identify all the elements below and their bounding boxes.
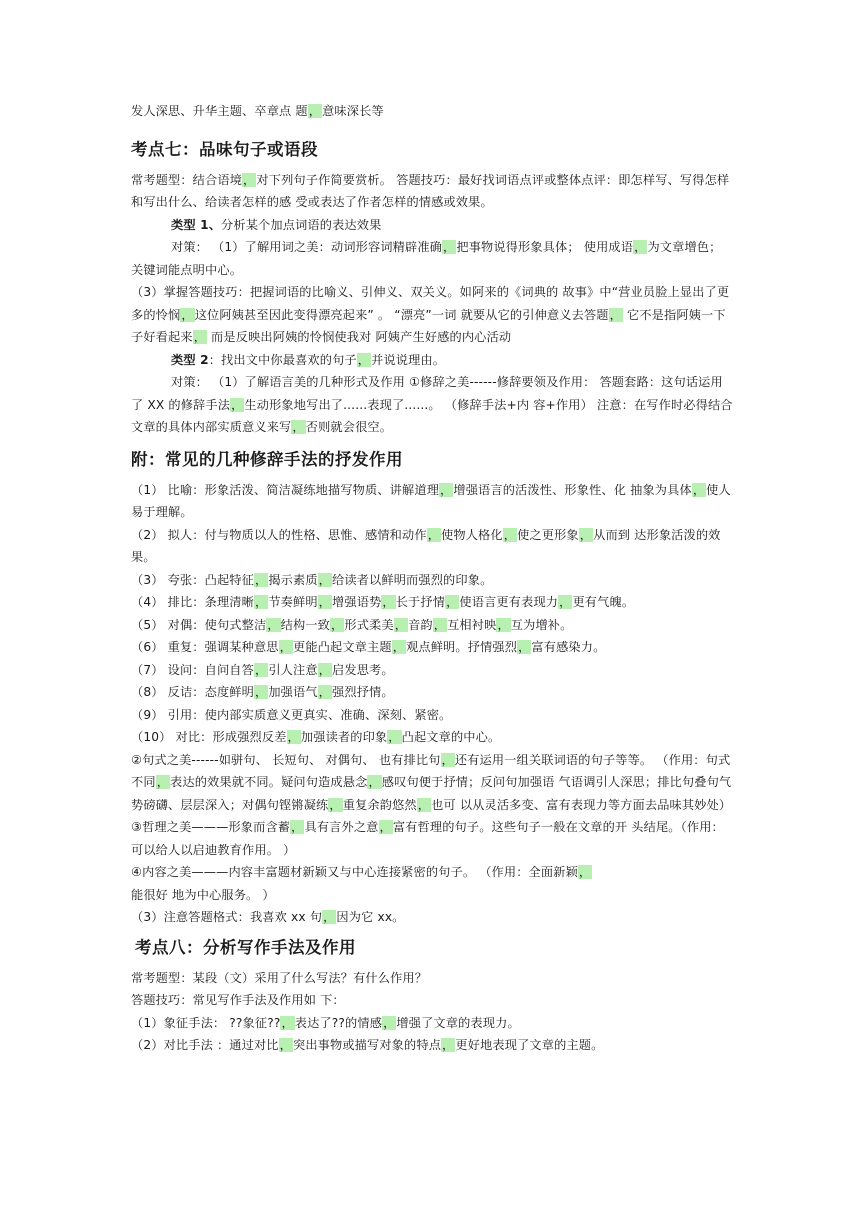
highlight-mark: ， xyxy=(254,572,268,587)
highlight-mark: ， xyxy=(279,640,292,654)
type-2-text: ：找出文中你最喜欢的句子，并说说理由。 xyxy=(208,352,446,367)
highlight-mark: ， xyxy=(368,775,381,789)
text-line: （1）象征手法： ??象征??，表达了??的情感，增强了文章的表现力。 xyxy=(131,1015,520,1030)
type-1-text: 分析某个加点词语的表达效果 xyxy=(221,217,382,232)
section-heading-appendix: 附：常见的几种修辞手法的抒发作用 xyxy=(131,449,403,469)
rhetoric-item: （6） 重复：强调某种意思，更能凸起文章主题，观点鲜明。抒情强烈，富有感染力。 xyxy=(131,640,606,654)
highlight-mark: ， xyxy=(579,527,593,542)
rhetoric-item: （9） 引用：使内部实质意义更真实、准确、深刻、紧密。 xyxy=(131,707,452,722)
text-line: （2）对比手法 ：通过对比，突出事物或描写对象的特点，更好地表现了文章的主题。 xyxy=(131,1038,604,1052)
highlight-mark: ， xyxy=(497,617,510,632)
rhetoric-item: （7） 设问：自问自答，引人注意，启发思考。 xyxy=(131,662,394,677)
highlight-mark: ， xyxy=(503,527,517,542)
rhetoric-item: （5） 对偶：使句式整洁，结构一致，形式柔美，音韵，互相衬映，互为增补。 xyxy=(131,617,573,632)
highlight-mark: ， xyxy=(323,910,336,924)
rhetoric-item: （10） 对比：形成强烈反差，加强读者的印象，凸起文章的中心。 xyxy=(131,730,501,744)
highlight-mark: ， xyxy=(382,595,395,609)
highlight-mark: ， xyxy=(281,1015,294,1030)
highlight-mark: ， xyxy=(357,352,371,367)
highlight-mark: ， xyxy=(331,617,344,632)
type-1-line xyxy=(131,214,733,237)
highlight-mark: ， xyxy=(292,420,305,434)
highlight-mark: ， xyxy=(379,820,392,834)
highlight-mark: ， xyxy=(308,104,322,118)
rhetoric-item: （1） 比喻：形象活泼、简洁凝练地描写物质、讲解道理，增强语言的活泼性、形象性、化 抽象为具体，使人易于理解。 xyxy=(131,482,731,519)
rhetoric-item: （8） 反诘：态度鲜明，加强语气，强烈抒情。 xyxy=(131,685,394,699)
highlight-mark: ， xyxy=(291,820,304,834)
highlight-mark: ， xyxy=(231,397,244,412)
highlight-mark: ， xyxy=(318,662,332,677)
highlight-mark: ， xyxy=(318,595,332,609)
highlight-mark: ， xyxy=(692,482,706,497)
text-paragraph: （3）注意答题格式：我喜欢 xx 句，因为它 xx。 xyxy=(131,910,405,924)
section-heading-kaodian7: 考点七：品味句子或语段 xyxy=(131,139,318,159)
highlight-mark: ， xyxy=(254,595,268,609)
highlight-mark: ， xyxy=(433,617,447,632)
highlight-mark: ， xyxy=(446,595,459,609)
text-paragraph: 对策： （1）了解用词之美：动词形容词精辟准确，把事物说得形象具体； 使用成语，为文章增色；关键词能点明中心。 xyxy=(131,240,722,277)
text-paragraph: （3）掌握答题技巧：把握词语的比喻义、引伸义、双关义。如阿来的《词典的 故事》中“营业员脸上显出了更多的怜悯，这位阿姨甚至因此变得漂亮起来” 。 “漂亮”一词 就要从它的引伸意义去答题， 它不是指阿姨一下子好看起来， 而是反映出阿姨的怜悯使我对 阿姨产生好感的内心活动 xyxy=(131,285,730,344)
highlight-mark: ， xyxy=(427,527,441,542)
highlight-mark: ， xyxy=(156,775,170,789)
highlight-mark: ， xyxy=(318,685,332,699)
rhetoric-item: （3） 夸张：凸起特征，揭示素质，给读者以鲜明而强烈的印象。 xyxy=(131,572,493,587)
highlight-mark: ， xyxy=(254,662,268,677)
highlight-mark: ， xyxy=(318,572,332,587)
highlight-mark: ， xyxy=(243,172,256,187)
highlight-mark: ， xyxy=(193,330,207,344)
highlight-mark: ， xyxy=(440,482,453,497)
highlight-mark: ， xyxy=(181,307,194,322)
highlight-mark: ， xyxy=(279,1038,292,1052)
highlight-mark: ， xyxy=(388,730,401,744)
rhetoric-item: （4） 排比：条理清晰，节奏鲜明，增强语势，长于抒情，使语言更有表现力，更有气魄。 xyxy=(131,595,635,609)
type-2-label: 类型 2 xyxy=(171,352,209,367)
text-paragraph: 对策： （1）了解语言美的几种形式及作用 ①修辞之美------修辞要领及作用： 答题套路：这句话运用了 XX 的修辞手法，生动形象地写出了......表现了......。 （修辞手法+内 容+作用） 注意：在写作时必得结合文章的具体内部实质意义来写，否则就会很空。 xyxy=(131,375,733,434)
highlight-mark: ， xyxy=(329,797,342,812)
highlight-mark: ， xyxy=(609,307,622,322)
text-line: 常考题型：某段（文）采用了什么写法？有什么作用？ xyxy=(131,970,428,985)
section-heading-kaodian8: 考点八：分析写作手法及作用 xyxy=(135,937,356,957)
highlight-mark: ， xyxy=(441,752,454,767)
type-1-label: 类型 1、 xyxy=(171,217,222,232)
highlight-mark: ， xyxy=(634,240,647,254)
highlight-mark: ， xyxy=(287,730,300,744)
highlight-mark: ， xyxy=(417,797,431,812)
text-paragraph: ③哲理之美———形象而含蓄，具有言外之意，富有哲理的句子。这些句子一般在文章的开 头结尾。（作用：可以给人以启迪教育作用。 ） xyxy=(131,820,724,857)
highlight-mark: ， xyxy=(559,595,572,609)
highlight-mark: ， xyxy=(254,685,268,699)
highlight-mark: ， xyxy=(392,640,406,654)
highlight-mark: ， xyxy=(267,617,280,632)
document-page xyxy=(131,100,733,1057)
highlight-mark: ， xyxy=(518,640,531,654)
highlight-mark: ， xyxy=(442,1038,455,1052)
highlight-mark: ， xyxy=(383,1015,396,1030)
text-line: 发人深思、升华主题、卒章点 题，意味深长等 xyxy=(131,104,384,118)
text-line: 答题技巧：常见写作手法及作用如 下： xyxy=(131,993,345,1007)
rhetoric-item: （2） 拟人：付与物质以人的性格、思惟、感情和动作，使物人格化，使之更形象，从而到 达形象活泼的效果。 xyxy=(131,527,721,564)
highlight-mark: ， xyxy=(394,617,408,632)
highlight-mark: ， xyxy=(443,240,456,254)
text-paragraph: 常考题型：结合语境，对下列句子作简要赏析。 答题技巧：最好找词语点评或整体点评：即怎样写、写得怎样和写出什么、给读者怎样的感 受或表达了作者怎样的情感或效果。 xyxy=(131,172,730,209)
type-2-line xyxy=(131,349,733,372)
highlight-mark: ， xyxy=(578,865,592,879)
text-paragraph: ④内容之美———内容丰富题材新颖又与中心连接紧密的句子。 （作用：全面新颖，能很好 地为中心服务。 ） xyxy=(131,865,592,902)
text-paragraph: ②句式之美------如骈句、 长短句、 对偶句、 也有排比句，还有运用一组关联词语的句子等等。 （作用：句式不同，表达的效果就不同。疑问句造成悬念，感叹句便于抒情；反问句加强语 气语调引人深思；排比句叠句气势磅礴、层层深入；对偶句铿锵凝练，重复余韵悠然，也可 以从灵活多变、富有表现力等方面去品味其妙处） xyxy=(131,752,732,812)
